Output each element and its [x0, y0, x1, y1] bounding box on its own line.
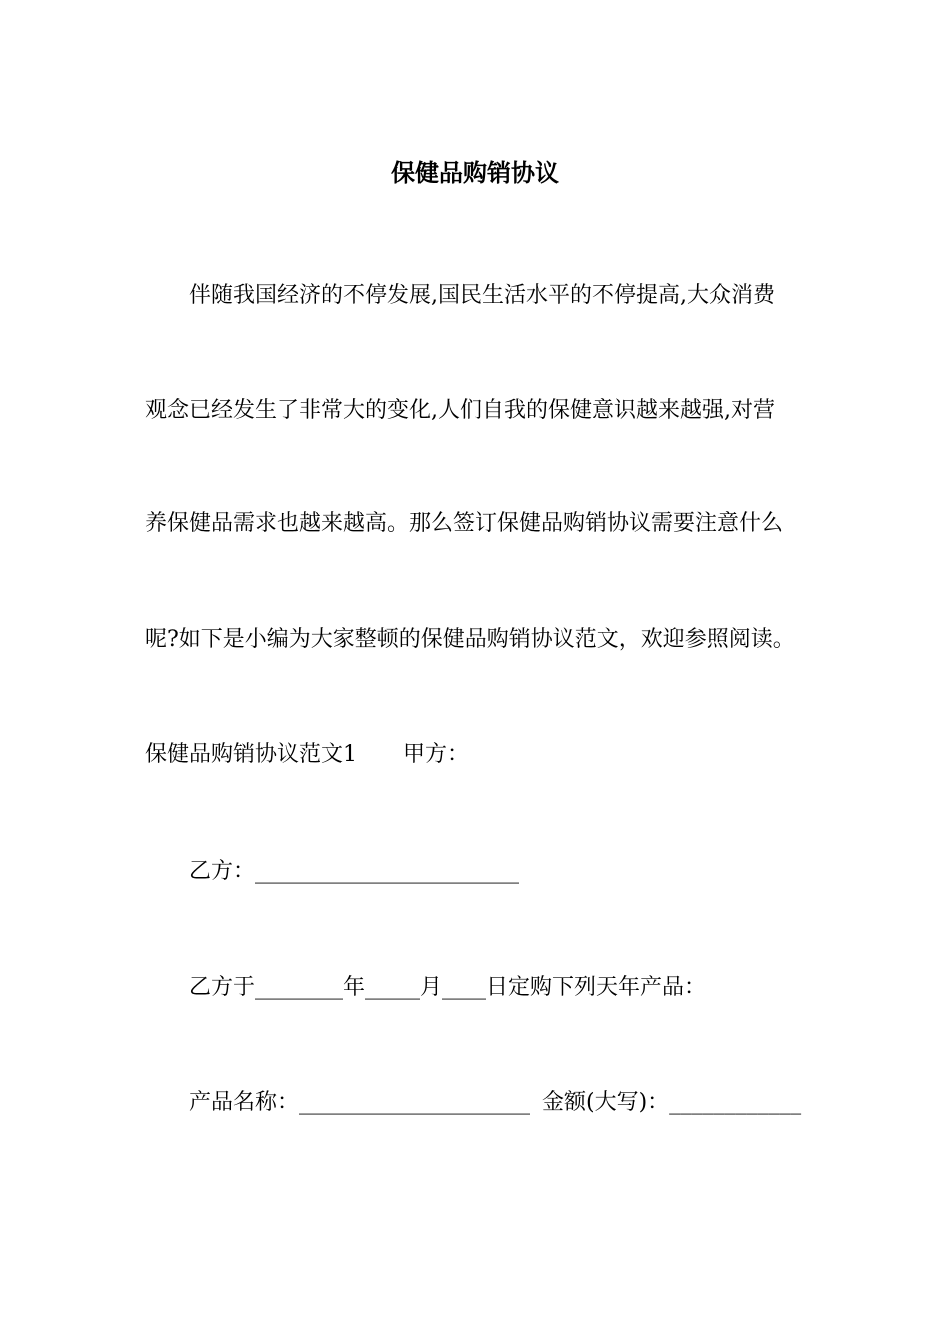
intro-line-2: 观念已经发生了非常大的变化,人们自我的保健意识越来越强,对营: [145, 398, 775, 423]
order-date-line: 乙方于________年_____月____日定购下列天年产品：: [189, 975, 707, 1000]
product-name-field: 产品名称：_____________________: [189, 1090, 531, 1115]
sample-heading-row: [145, 740, 469, 770]
party-a-label: 甲方：: [403, 742, 470, 767]
party-b-field: 乙方：________________________: [189, 859, 520, 884]
sample-heading: 保健品购销协议范文1: [145, 742, 357, 767]
amount-field: 金额(大写)：____________: [542, 1090, 802, 1115]
intro-line-4: 呢?如下是小编为大家整顿的保健品购销协议范文，欢迎参照阅读。: [145, 627, 795, 652]
product-amount-row: [189, 1088, 801, 1118]
intro-line-3: 养保健品需求也越来越高。那么签订保健品购销协议需要注意什么: [145, 511, 784, 536]
document-title: 保健品购销协议: [391, 159, 559, 187]
intro-line-1: 伴随我国经济的不停发展,国民生活水平的不停提高,大众消费: [189, 283, 775, 308]
